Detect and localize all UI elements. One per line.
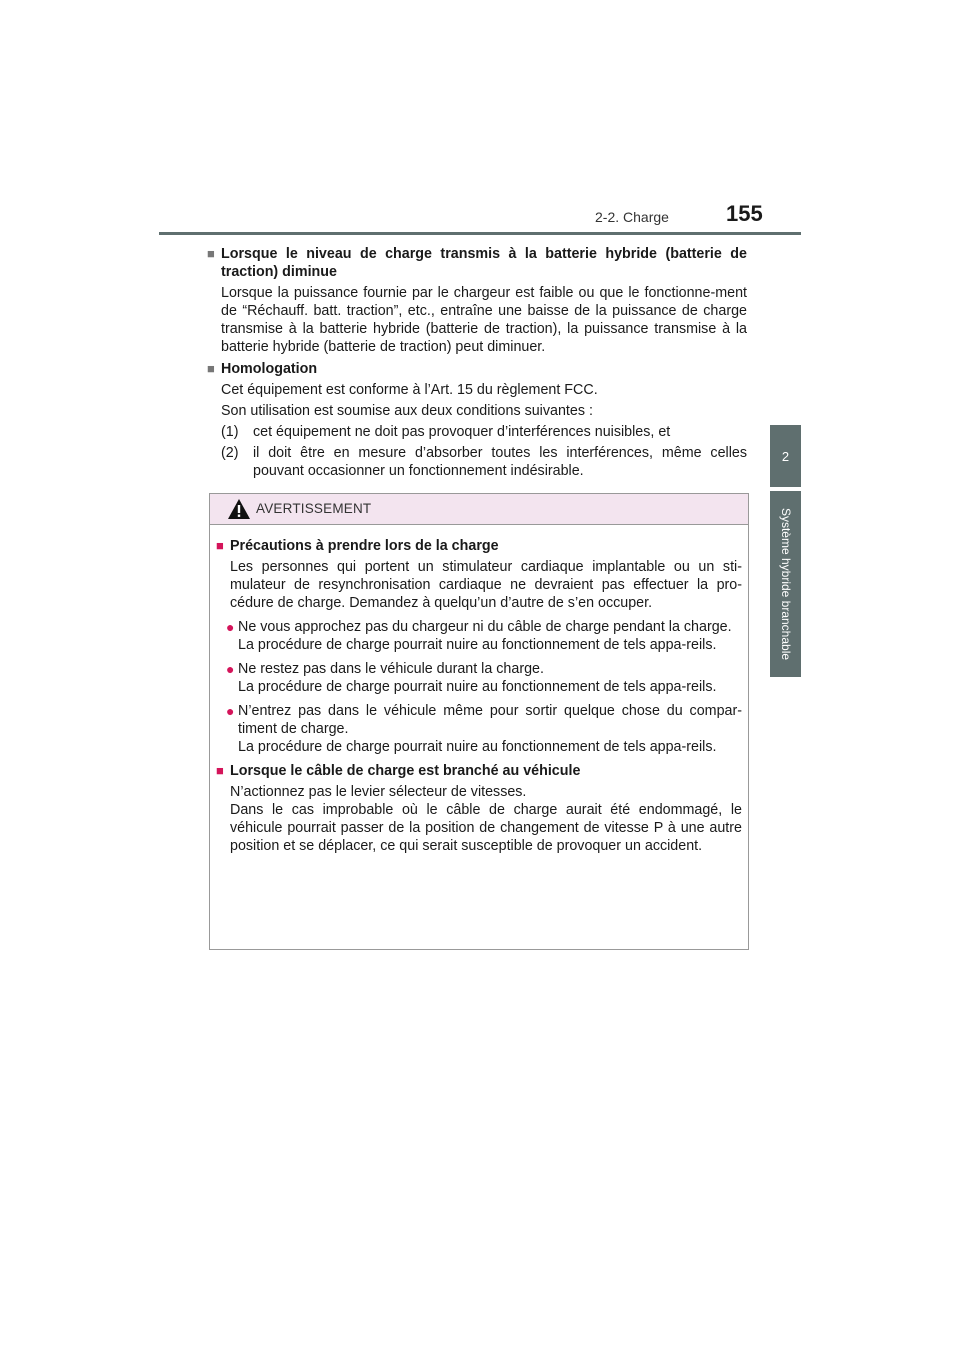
section-body: Cet équipement est conforme à l’Art. 15 du règlement FCC. xyxy=(221,382,598,398)
warning-triangle-icon xyxy=(227,498,251,520)
square-icon: ■ xyxy=(216,763,224,778)
bullet-item: ● N’entrez pas dans le véhicule même pour sortir quelque chose du compar-timent de charge. La procédure de charge pourrait nuire au fonctionnement de tels appa-reils. xyxy=(226,703,742,755)
list-item: (2) il doit être en mesure d’absorber toutes les interférences, même celles pouvant occasionner un fonctionnement indésirable. xyxy=(221,445,747,479)
chapter-tab xyxy=(770,491,801,677)
warning-box xyxy=(209,493,749,950)
warning-text: N’actionnez pas le levier sélecteur de vitesses. xyxy=(230,784,527,800)
list-item: (1) cet équipement ne doit pas provoquer d’interférences nuisibles, et xyxy=(221,424,671,440)
warning-label: AVERTISSEMENT xyxy=(256,501,372,516)
warning-text: Dans le cas improbable où le câble de charge aurait été endommagé, le véhicule pourrait passer de la position de changement de vitesse P à une autre position et se déplacer, ce qui serait susceptible de provoquer un accident. xyxy=(230,802,742,854)
bullet-dot-icon: ● xyxy=(226,661,235,677)
square-icon: ■ xyxy=(216,538,224,553)
warning-heading: ■ Précautions à prendre lors de la charge xyxy=(216,538,499,554)
section-title: 2-2. Charge xyxy=(595,209,669,225)
section-body: Lorsque la puissance fournie par le chargeur est faible ou que le fonctionne-ment de “Réchauff. batt. traction”, etc., entraîne une baisse de la puissance de charge transmise à la batterie hybride (batterie de traction), la puissance transmise à la batterie hybride (batterie de traction) peut diminuer. xyxy=(221,285,747,355)
square-icon: ■ xyxy=(207,361,215,376)
warning-body xyxy=(210,525,748,855)
bullet-dot-icon: ● xyxy=(226,619,235,635)
header-divider xyxy=(159,232,801,235)
warning-text: Les personnes qui portent un stimulateur cardiaque implantable ou un sti-mulateur de resynchronisation cardiaque ne devraient pas effectuer la pro-cédure de charge. Demandez à quelqu’un d’autre de s’en occuper. xyxy=(230,559,742,611)
chapter-tab-number: 2 xyxy=(770,425,801,487)
section-body: Son utilisation est soumise aux deux conditions suivantes : xyxy=(221,403,593,419)
chapter-tab-title: Système hybride branchable xyxy=(778,507,793,661)
bullet-item: ● Ne vous approchez pas du chargeur ni du câble de charge pendant la charge. La procédure de charge pourrait nuire au fonctionnement de tels appa-reils. xyxy=(226,619,732,653)
warning-header xyxy=(210,494,748,525)
bullet-item: ● Ne restez pas dans le véhicule durant la charge. La procédure de charge pourrait nuire au fonctionnement de tels appa-reils. xyxy=(226,661,717,695)
section-heading: ■ Lorsque le niveau de charge transmis à la batterie hybride (batterie de traction) diminue xyxy=(207,246,747,280)
warning-heading: ■ Lorsque le câble de charge est branché au véhicule xyxy=(216,763,581,779)
page-number: 155 xyxy=(726,201,763,226)
main-content xyxy=(207,245,747,480)
section-heading: ■ Homologation xyxy=(207,361,318,377)
square-icon: ■ xyxy=(207,246,215,261)
bullet-dot-icon: ● xyxy=(226,703,235,719)
